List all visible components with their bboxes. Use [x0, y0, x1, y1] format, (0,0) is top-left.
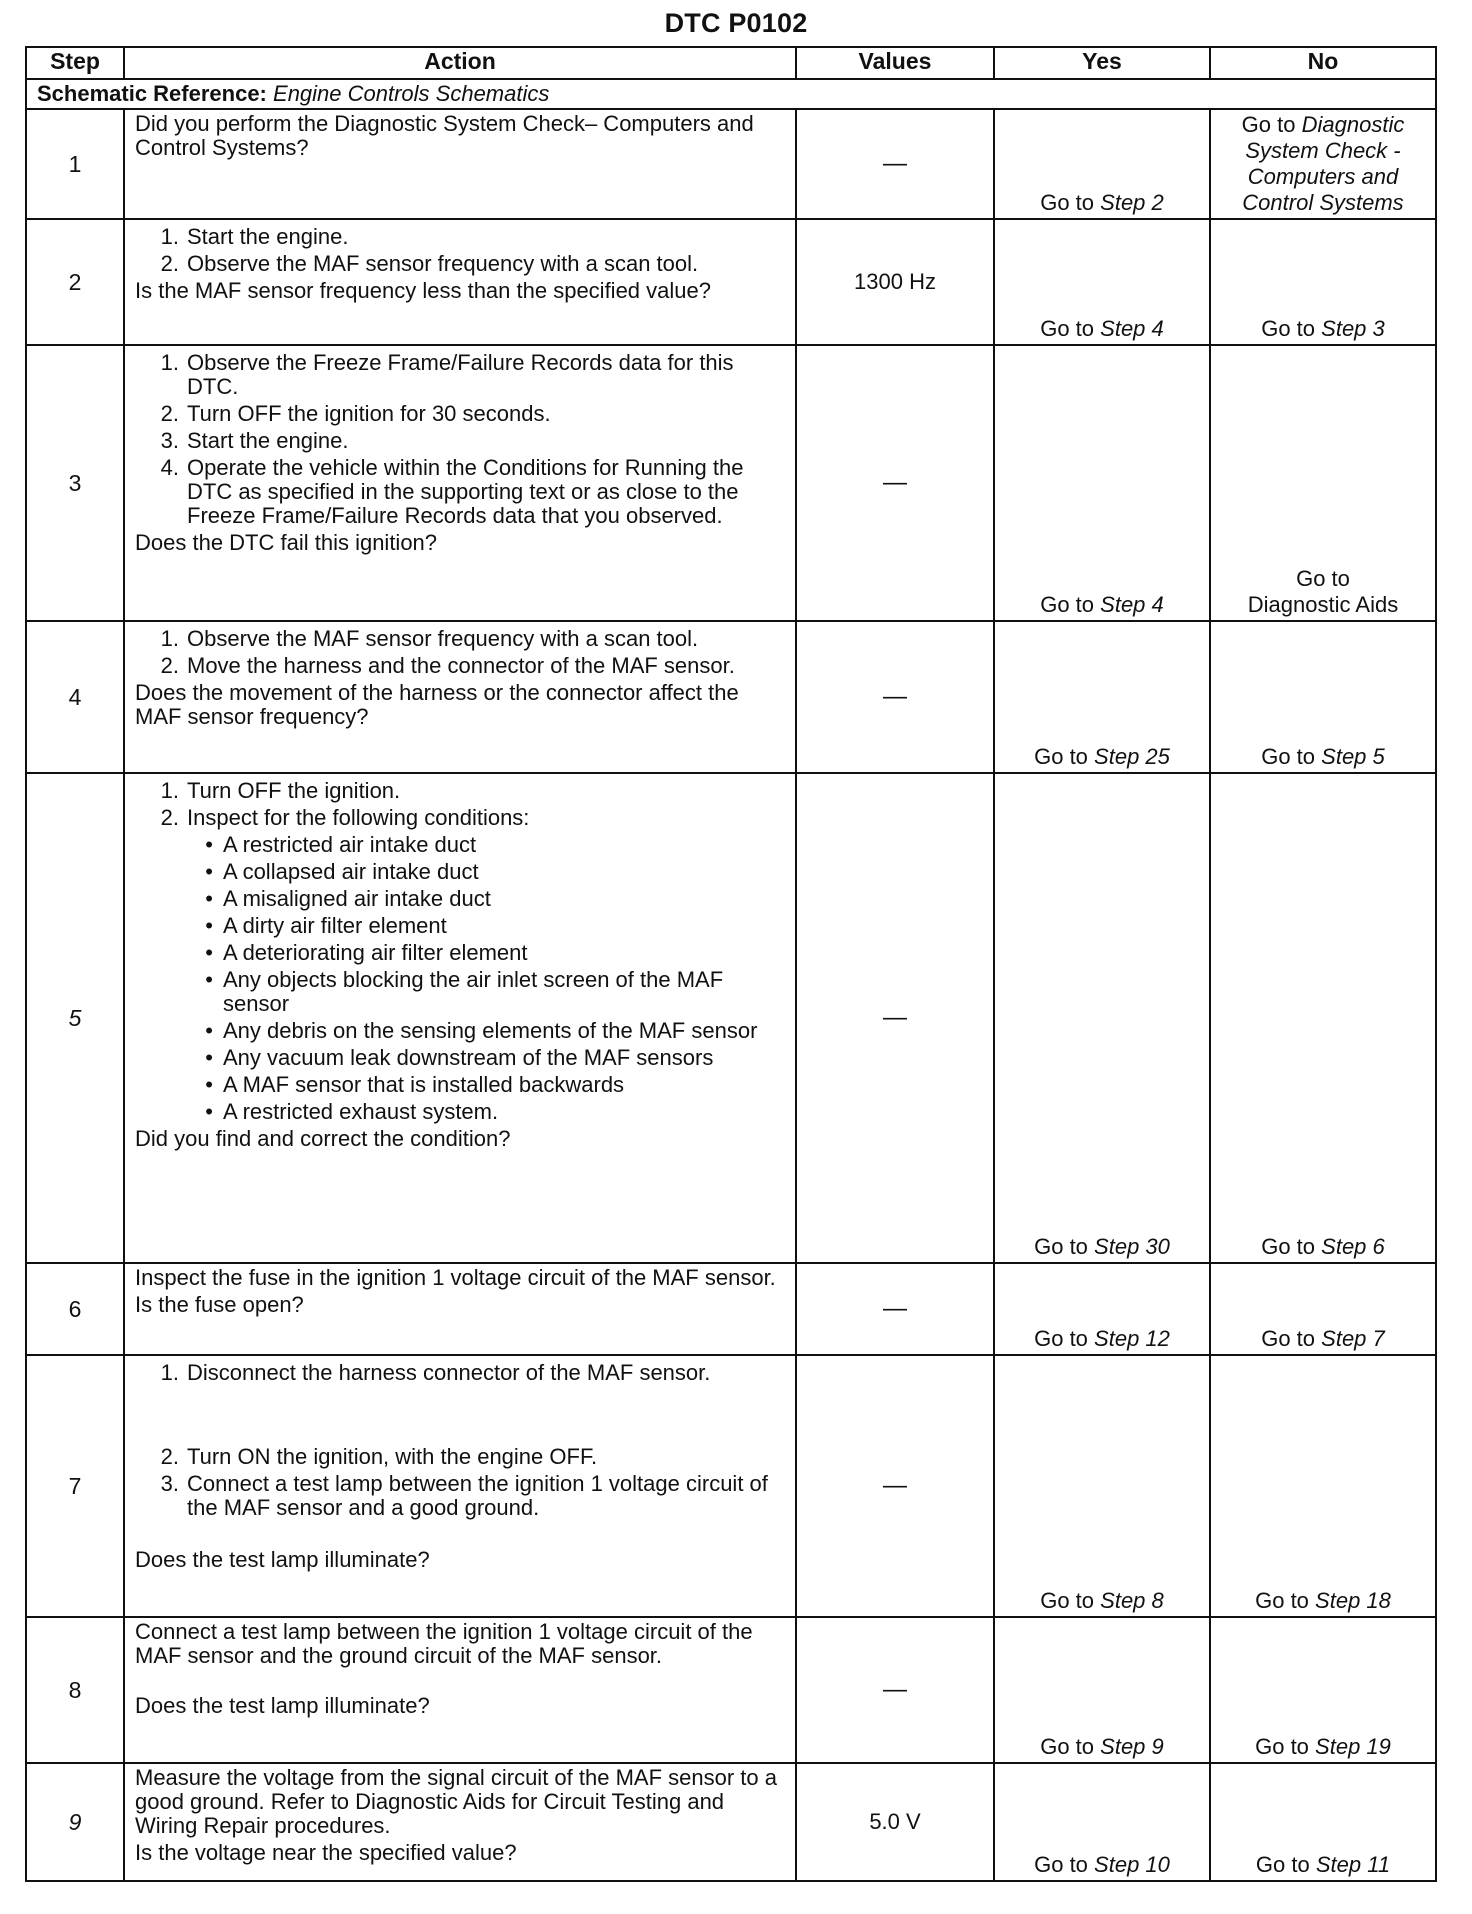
action-item: 2. Turn OFF the ignition for 30 seconds.: [160, 401, 551, 426]
value-cell: —: [796, 1617, 994, 1763]
no-cell: Go to Step 6: [1210, 773, 1436, 1263]
action-cell: [124, 1617, 796, 1763]
value-cell: —: [796, 1263, 994, 1355]
table-row: [26, 621, 1436, 773]
action-intro: Connect a test lamp between the ignition 1 voltage circuit of the MAF sensor and the ground circuit of the MAF sensor.: [135, 1619, 753, 1668]
table-row: [26, 219, 1436, 345]
no-cell: Go to Step 11: [1210, 1763, 1436, 1881]
step-number: 6: [26, 1263, 124, 1355]
action-intro: Measure the voltage from the signal circuit of the MAF sensor to a good ground. Refer to Diagnostic Aids for Circuit Testing and Wiring Repair procedures.: [135, 1765, 777, 1838]
action-cell: [124, 1263, 796, 1355]
no-cell: Go to Step 7: [1210, 1263, 1436, 1355]
action-cell: [124, 773, 796, 1263]
page-title: DTC P0102: [664, 8, 808, 38]
step-number: 5: [26, 773, 124, 1263]
yes-cell: Go to Step 8: [994, 1355, 1210, 1617]
no-cell: [1210, 109, 1436, 219]
action-cell: [124, 621, 796, 773]
action-question: Is the MAF sensor frequency less than the specified value?: [135, 278, 711, 303]
action-cell: [124, 109, 796, 219]
action-item: 3. Connect a test lamp between the ignition 1 voltage circuit of the MAF sensor and a good ground.: [160, 1471, 768, 1520]
yes-target: Step 4: [1100, 316, 1164, 341]
yes-target: Step 10: [1094, 1852, 1170, 1877]
go-to-label: Go to: [1241, 112, 1296, 137]
no-target: Step 7: [1321, 1326, 1385, 1351]
action-cell: [124, 1763, 796, 1881]
bullet-item: • A dirty air filter element: [205, 913, 447, 938]
step-number: 1: [26, 109, 124, 219]
table-row: [26, 773, 1436, 1263]
step-number: 3: [26, 345, 124, 621]
no-target: Step 5: [1321, 744, 1385, 769]
no-cell: Go to Step 19: [1210, 1617, 1436, 1763]
action-item: 1. Disconnect the harness connector of the MAF sensor.: [160, 1360, 711, 1385]
action-question: Is the voltage near the specified value?: [135, 1840, 517, 1865]
action-item: 1. Turn OFF the ignition.: [160, 778, 401, 803]
no-cell: Go to Step 18: [1210, 1355, 1436, 1617]
value-cell: —: [796, 109, 994, 219]
step-number: 8: [26, 1617, 124, 1763]
yes-target: Step 12: [1094, 1326, 1170, 1351]
step-number: 4: [26, 621, 124, 773]
header-values: Values: [796, 47, 994, 79]
value-cell: —: [796, 773, 994, 1263]
action-item: 1. Observe the MAF sensor frequency with a scan tool.: [160, 626, 699, 651]
action-question: Is the fuse open?: [135, 1292, 304, 1317]
action-cell: [124, 219, 796, 345]
value-cell: —: [796, 1355, 994, 1617]
no-cell: Go to Step 5: [1210, 621, 1436, 773]
bullet-item: • Any vacuum leak downstream of the MAF sensors: [205, 1045, 714, 1070]
yes-cell: Go to Step 12: [994, 1263, 1210, 1355]
action-question: Did you find and correct the condition?: [135, 1126, 511, 1151]
action-item: 1. Start the engine.: [160, 224, 349, 249]
no-line-2: Diagnostic Aids: [1247, 592, 1399, 617]
value-cell: —: [796, 621, 994, 773]
yes-target: Step 2: [1100, 190, 1164, 215]
action-item: 2. Turn ON the ignition, with the engine OFF.: [160, 1444, 598, 1469]
table-row: [26, 345, 1436, 621]
yes-cell: Go to Step 25: [994, 621, 1210, 773]
no-target: Step 6: [1321, 1234, 1385, 1259]
value-cell: 5.0 V: [796, 1763, 994, 1881]
step-number: 2: [26, 219, 124, 345]
action-intro: Inspect the fuse in the ignition 1 voltage circuit of the MAF sensor.: [135, 1265, 776, 1290]
header-no: No: [1210, 47, 1436, 79]
action-item: 4. Operate the vehicle within the Conditions for Running the DTC as specified in the supporting text or as close to the Freeze Frame/Failure Records data that you observed.: [160, 455, 744, 528]
header-step: Step: [26, 47, 124, 79]
yes-cell: Go to Step 10: [994, 1763, 1210, 1881]
yes-target: Step 9: [1100, 1734, 1164, 1759]
step-number: 9: [26, 1763, 124, 1881]
bullet-item: • A misaligned air intake duct: [205, 886, 491, 911]
no-line-1: Go to: [1296, 566, 1350, 591]
action-question: Does the DTC fail this ignition?: [135, 530, 438, 555]
yes-target: Step 4: [1100, 592, 1164, 617]
diagnostic-table: [25, 46, 1437, 1882]
yes-cell: Go to Step 30: [994, 773, 1210, 1263]
action-question: Does the movement of the harness or the connector affect the MAF sensor frequency?: [135, 680, 739, 729]
table-row: [26, 109, 1436, 219]
no-target: Step 3: [1321, 316, 1385, 341]
value-cell: 1300 Hz: [796, 219, 994, 345]
action-question: Does the test lamp illuminate?: [135, 1547, 430, 1572]
yes-target: Step 25: [1094, 744, 1170, 769]
bullet-item: • A deteriorating air filter element: [205, 940, 528, 965]
schematic-ref: Engine Controls Schematics: [273, 81, 550, 106]
action-item: 2. Observe the MAF sensor frequency with a scan tool.: [160, 251, 699, 276]
yes-cell: Go to Step 9: [994, 1617, 1210, 1763]
header-action: Action: [124, 47, 796, 79]
action-item: 2. Inspect for the following conditions:: [160, 805, 530, 830]
header-row: [26, 47, 1436, 79]
bullet-item: • A collapsed air intake duct: [205, 859, 479, 884]
table-row: [26, 1617, 1436, 1763]
table-row: [26, 1263, 1436, 1355]
bullet-item: • Any objects blocking the air inlet screen of the MAF sensor: [205, 967, 724, 1016]
step-number: 7: [26, 1355, 124, 1617]
no-cell: Go to Step 3: [1210, 219, 1436, 345]
action-item: 3. Start the engine.: [160, 428, 349, 453]
action-item: 1. Observe the Freeze Frame/Failure Records data for this DTC.: [160, 350, 734, 399]
value-cell: —: [796, 345, 994, 621]
no-target: Step 11: [1315, 1852, 1391, 1877]
no-target: Step 19: [1315, 1734, 1391, 1759]
action-intro: Did you perform the Diagnostic System Check– Computers and Control Systems?: [135, 111, 754, 160]
no-target: Diagnostic System Check - Computers and Control Systems: [1242, 112, 1405, 215]
yes-target: Step 8: [1100, 1588, 1164, 1613]
table-row: [26, 1763, 1436, 1881]
yes-cell: Go to Step 4: [994, 345, 1210, 621]
action-item: 2. Move the harness and the connector of the MAF sensor.: [160, 653, 735, 678]
bullet-item: • A restricted air intake duct: [205, 832, 477, 857]
table-row: [26, 1355, 1436, 1617]
schematic-reference-row: [26, 79, 1436, 109]
yes-target: Step 30: [1094, 1234, 1170, 1259]
action-question: Does the test lamp illuminate?: [135, 1693, 430, 1718]
bullet-item: • A MAF sensor that is installed backwards: [205, 1072, 625, 1097]
schematic-label: Schematic Reference:: [37, 81, 267, 106]
action-cell: [124, 345, 796, 621]
bullet-item: • A restricted exhaust system.: [205, 1099, 499, 1124]
yes-cell: Go to Step 4: [994, 219, 1210, 345]
yes-cell: [994, 109, 1210, 219]
action-cell: [124, 1355, 796, 1617]
bullet-item: • Any debris on the sensing elements of the MAF sensor: [205, 1018, 758, 1043]
header-yes: Yes: [994, 47, 1210, 79]
go-to-label: Go to: [1040, 190, 1095, 215]
no-target: Step 18: [1315, 1588, 1391, 1613]
no-cell: [1210, 345, 1436, 621]
